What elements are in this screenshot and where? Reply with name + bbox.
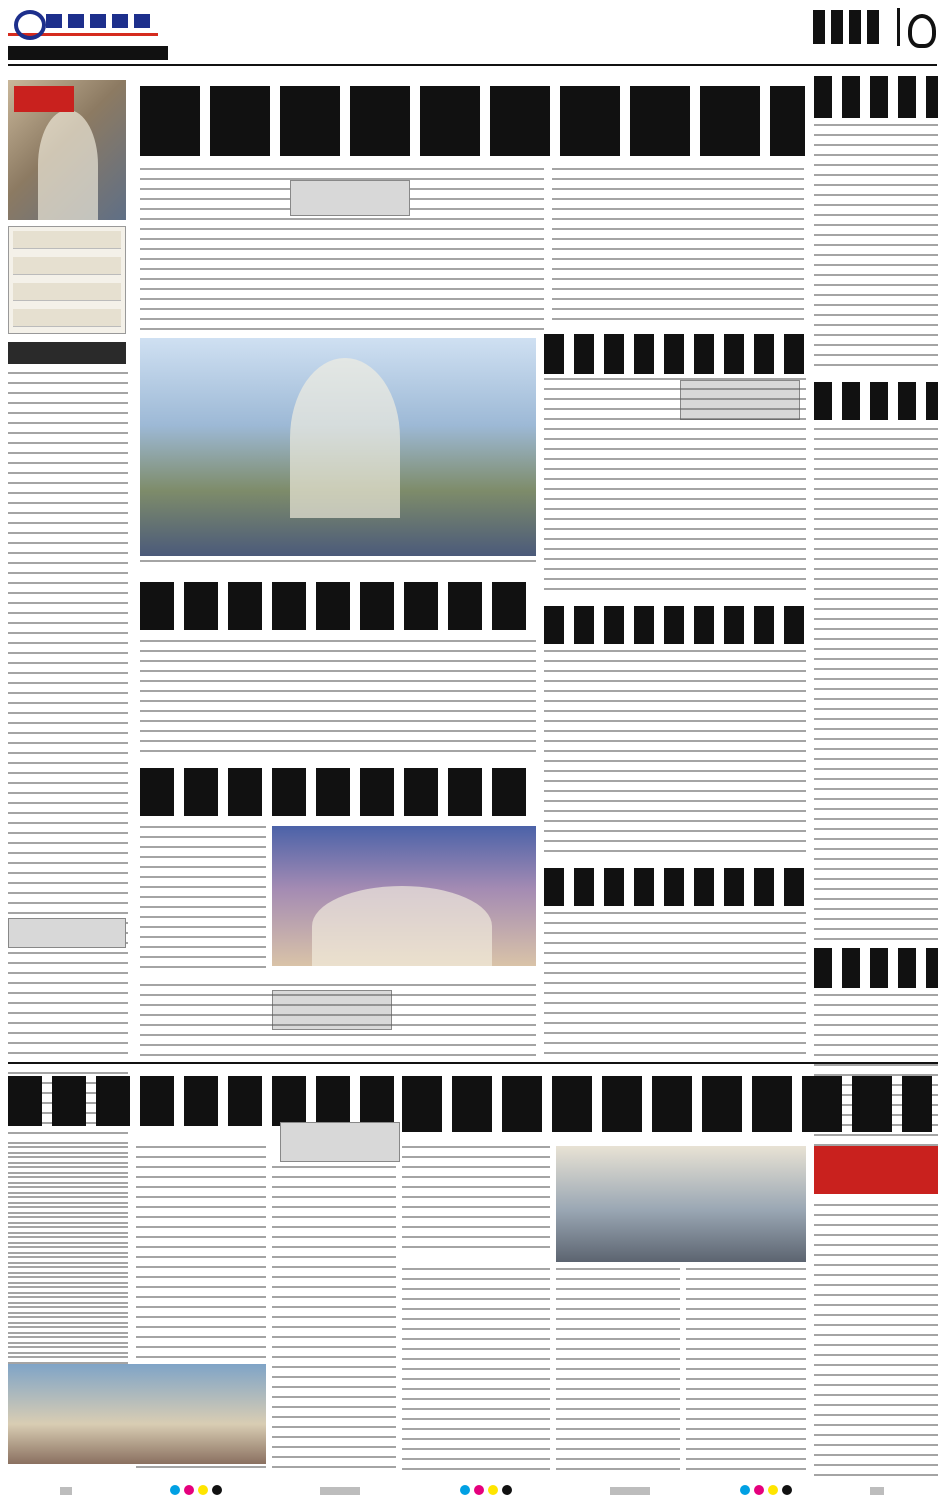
rates-row	[13, 231, 121, 249]
event-photo-caption	[140, 560, 536, 570]
print-registration-bar	[0, 1483, 945, 1497]
student-headline	[140, 768, 536, 816]
march-headline	[140, 582, 536, 630]
registration-dot	[460, 1485, 470, 1495]
middle-headline-b	[544, 606, 806, 644]
main-story-text-right	[552, 168, 804, 324]
page-number-icon	[897, 8, 931, 46]
registration-dot	[212, 1485, 222, 1495]
bottom-left-text-a	[8, 1146, 128, 1360]
bottom-left-photo	[8, 1364, 266, 1464]
bottom-left-text-c	[272, 1166, 396, 1476]
registration-dot	[782, 1485, 792, 1495]
briefs-heading-box	[8, 342, 126, 364]
bottom-right-text-c	[402, 1268, 550, 1478]
registration-dot	[474, 1485, 484, 1495]
right-top-text	[814, 124, 938, 374]
promo-red-banner	[14, 86, 74, 112]
bottom-right-headline	[402, 1076, 932, 1132]
bottom-left-headline	[8, 1076, 394, 1126]
bottom-left-callout	[280, 1122, 400, 1162]
masthead-logo-icon	[8, 6, 158, 42]
section-label	[813, 10, 885, 44]
left-lower-heading-box	[8, 918, 126, 948]
registration-dot	[198, 1485, 208, 1495]
right-second-text	[814, 428, 938, 942]
section-divider	[8, 1062, 938, 1064]
bottom-right-text-b	[814, 1204, 938, 1476]
student-photo-figure	[312, 886, 492, 966]
registration-dot	[502, 1485, 512, 1495]
rates-box	[8, 226, 126, 334]
header-rule	[8, 64, 937, 66]
registration-blip	[60, 1487, 72, 1495]
court-photo	[556, 1146, 806, 1262]
student-photo	[272, 826, 536, 966]
masthead-logo-mark	[8, 6, 158, 36]
student-text-bottom	[140, 984, 536, 1062]
right-third-headline	[814, 948, 938, 988]
middle-text-a	[544, 378, 806, 598]
rates-row	[13, 257, 121, 275]
bottom-right-text-e	[686, 1268, 806, 1478]
event-photo	[140, 338, 536, 556]
registration-dot	[768, 1485, 778, 1495]
student-text-left	[140, 826, 266, 976]
middle-headline-a	[544, 334, 806, 374]
main-headline	[140, 86, 805, 156]
registration-dot	[488, 1485, 498, 1495]
right-second-headline	[814, 382, 938, 420]
registration-dot	[754, 1485, 764, 1495]
main-story-callout	[290, 180, 410, 216]
bottom-right-text-d	[556, 1268, 680, 1478]
middle-headline-c	[544, 868, 806, 906]
march-text	[140, 640, 536, 760]
middle-text-c	[544, 912, 806, 1062]
event-photo-structure	[290, 358, 400, 518]
rates-row	[13, 309, 121, 327]
temple-shape	[38, 110, 98, 220]
registration-dot	[170, 1485, 180, 1495]
bottom-right-banner	[814, 1146, 938, 1194]
registration-blip	[320, 1487, 360, 1495]
bottom-right-text-a	[402, 1146, 550, 1256]
middle-text-b	[544, 650, 806, 860]
rates-row	[13, 283, 121, 301]
registration-dot	[740, 1485, 750, 1495]
right-top-headline	[814, 76, 938, 118]
registration-dot	[184, 1485, 194, 1495]
dateline	[8, 46, 168, 60]
registration-blip	[870, 1487, 884, 1495]
registration-blip	[610, 1487, 650, 1495]
